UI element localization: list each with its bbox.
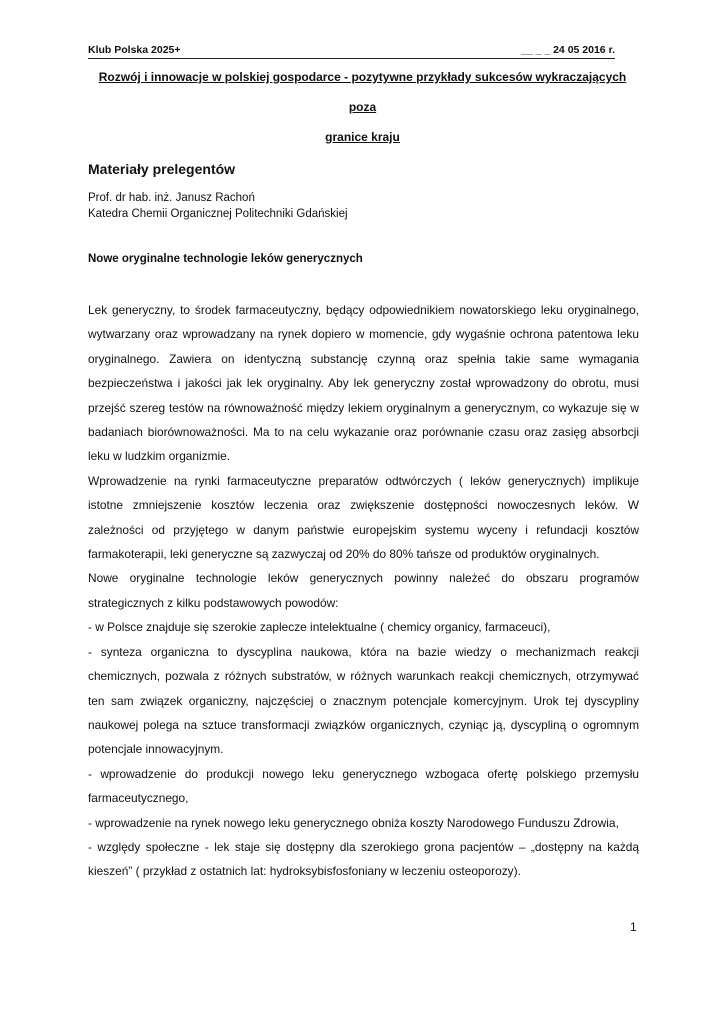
paragraph: Wprowadzenie na rynki farmaceutyczne preparatów odtwórczych ( leków generycznych) implikuje istotne zmniejszenie kosztów leczenia oraz zwiększenie dostępności nowoczesnych leków. W zależności od przyjętego w danym państwie europejskim systemu wyceny i refundacji kosztów farmakoterapii, leki generyczne są zazwyczaj od 20% do 80% tańsze od produktów oryginalnych. bbox=[88, 473, 639, 562]
author-name: Prof. dr hab. inż. Janusz Rachoń bbox=[88, 192, 255, 204]
page-number: 1 bbox=[630, 920, 637, 934]
list-item: - względy społeczne - lek staje się dostępny dla szerokiego grona pacjentów – „dostępny na każdą kieszeń” ( przykład z ostatnich lat: hydroksybisfosfoniany w leczeniu osteoporozy). bbox=[88, 839, 639, 879]
paragraph: Lek generyczny, to środek farmaceutyczny, będący odpowiednikiem nowatorskiego leku oryginalnego, wytwarzany oraz wprowadzany na rynek dopiero w momencie, gdy wygaśnie ochrona patentowa leku oryginalnego. Zawiera on identyczną substancję czynną oraz spełnia takie same wymagania bezpieczeństwa i jakości jak lek oryginalny. Aby lek generyczny został wprowadzony do obrotu, musi przejść szereg testów na równoważność między lekiem oryginalnym a generycznym, co wykazuje się w badaniach biorównoważności. Ma to na celu wykazanie oraz porównanie czasu oraz zasięg absorbcji leku w ludzkim organizmie. bbox=[88, 303, 639, 464]
author-affiliation: Katedra Chemii Organicznej Politechniki Gdańskiej bbox=[88, 208, 348, 220]
list-item: - w Polsce znajduje się szerokie zaplecze intelektualne ( chemicy organicy, farmaceuci), bbox=[88, 620, 551, 635]
header-date: __ _ _ 24 05 2016 r. bbox=[520, 44, 615, 56]
subject-heading: Nowe oryginalne technologie leków generycznych bbox=[88, 253, 363, 265]
document-title-line-2: granice kraju bbox=[325, 130, 400, 144]
list-item: - wprowadzenie na rynek nowego leku generycznego obniża koszty Narodowego Funduszu Zdrowia, bbox=[88, 815, 619, 830]
list-item: - synteza organiczna to dyscyplina naukowa, która na bazie wiedzy o mechanizmach reakcji chemicznych, pozwala z różnych substratów, w różnych warunkach reakcji chemicznych, otrzymywać ten sam związek organiczny, najczęściej o znacznym potencjale komercyjnym. Urok tej dyscypliny naukowej polega na sztuce transformacji związków organicznych, czyniąc ją, dyscypliną o ogromnym potencjale innowacyjnym. bbox=[88, 644, 639, 757]
section-heading: Materiały prelegentów bbox=[88, 161, 236, 177]
document-title-line-1: Rozwój i innowacje w polskiej gospodarce - pozytywne przykłady sukcesów wykraczających poza bbox=[98, 70, 627, 114]
header-organization: Klub Polska 2025+ bbox=[88, 44, 181, 56]
page-header bbox=[88, 44, 615, 59]
body-text bbox=[88, 298, 639, 884]
list-item: - wprowadzenie do produkcji nowego leku generycznego wzbogaca ofertę polskiego przemysłu farmaceutycznego, bbox=[88, 766, 639, 806]
paragraph: Nowe oryginalne technologie leków generycznych powinny należeć do obszaru programów strategicznych z kilku podstawowych powodów: bbox=[88, 571, 639, 610]
document-title bbox=[88, 62, 637, 152]
